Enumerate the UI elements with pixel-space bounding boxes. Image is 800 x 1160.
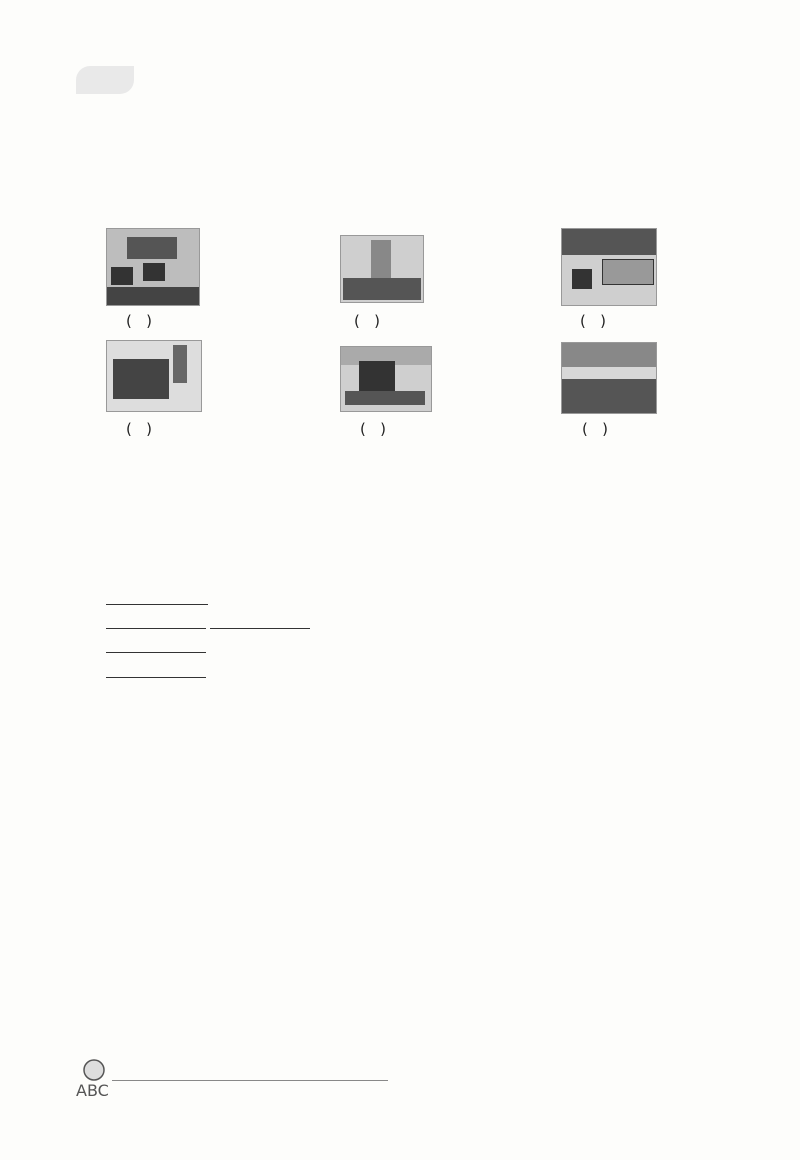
pic-answer-2: ( ) <box>354 312 381 330</box>
header-subject <box>76 66 134 94</box>
mascot-icon <box>72 1056 112 1100</box>
fill-question-4 <box>106 661 206 678</box>
picture-classroom <box>340 235 424 303</box>
fill-question-2 <box>106 612 310 629</box>
fill-question-1 <box>106 588 208 605</box>
pic-answer-4: ( ) <box>126 420 153 438</box>
picture-playground <box>561 342 657 414</box>
pic-answer-1: ( ) <box>126 312 153 330</box>
pic-answer-6: ( ) <box>582 420 609 438</box>
pic-answer-5: ( ) <box>360 420 387 438</box>
pic-answer-3: ( ) <box>580 312 607 330</box>
picture-computer-room <box>106 228 200 306</box>
picture-library <box>561 228 657 306</box>
picture-music-room <box>340 346 432 412</box>
footer-rule <box>112 1080 388 1081</box>
fill-question-3 <box>106 636 206 653</box>
picture-art-room <box>106 340 202 412</box>
svg-text:ABC: ABC <box>76 1081 109 1100</box>
